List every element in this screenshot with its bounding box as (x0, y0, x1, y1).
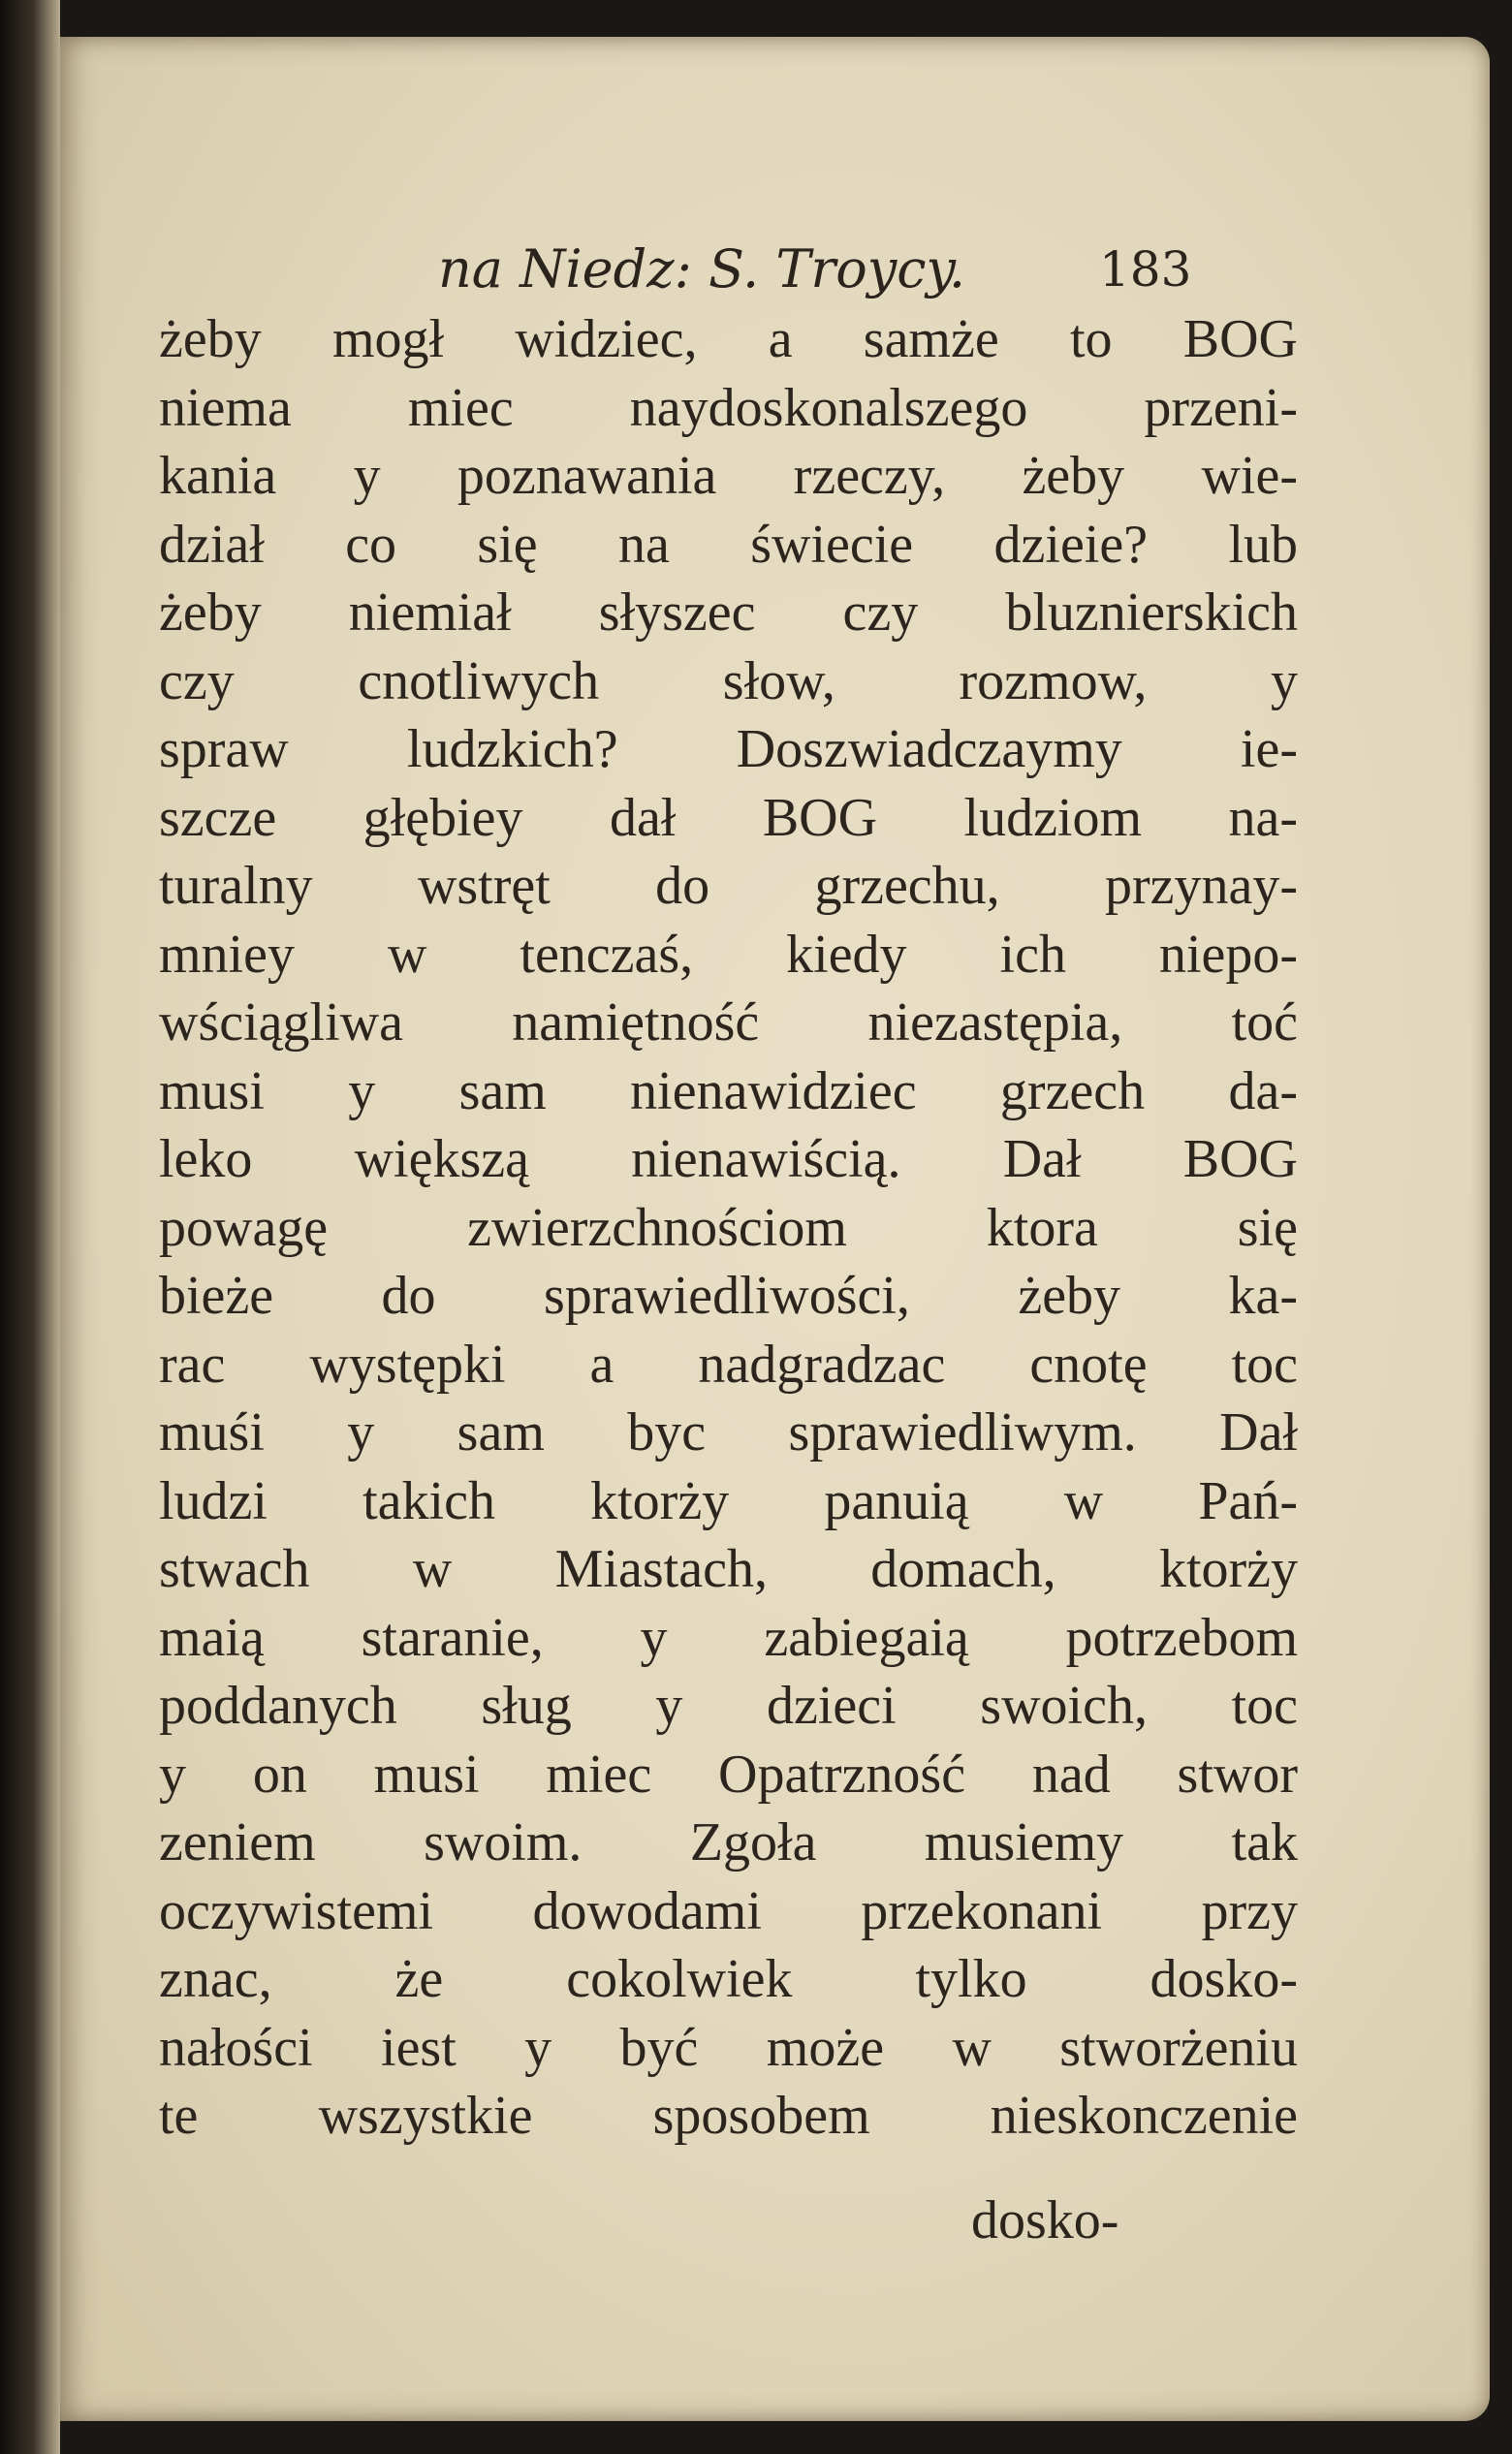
text-line: znac, że cokolwiek tylko dosko- (159, 1949, 1298, 2009)
text-line: maią staranie, y zabiegaią potrzebom (159, 1607, 1298, 1668)
text-line: mniey w tenczaś, kiedy ich niepo- (159, 924, 1298, 985)
text-line: musi y sam nienawidziec grzech da- (159, 1060, 1298, 1121)
text-line: bieże do sprawiedliwości, żeby ka- (159, 1266, 1298, 1326)
text-line: wściągliwa namiętność niezastępia, toć (159, 992, 1298, 1053)
text-line: poddanych sług y dzieci swoich, toc (159, 1676, 1298, 1736)
text-line: stwach w Miastach, domach, ktorży (159, 1539, 1298, 1599)
text-line: te wszystkie sposobem nieskonczenie (159, 2086, 1298, 2146)
text-line: żeby niemiał słyszec czy bluznierskich (159, 582, 1298, 643)
text-line: niema miec naydoskonalszego przeni- (159, 377, 1298, 438)
text-line: powagę zwierzchnościom ktora się (159, 1197, 1298, 1258)
text-line: ludzi takich ktorży panuią w Pań- (159, 1470, 1298, 1531)
text-line: turalny wstręt do grzechu, przynay- (159, 856, 1298, 916)
catchword: dosko- (971, 2190, 1119, 2250)
text-line: szcze głębiey dał BOG ludziom na- (159, 787, 1298, 848)
book-page (60, 37, 1490, 2421)
body-text (159, 305, 1298, 2151)
text-line: czy cnotliwych słow, rozmow, y (159, 650, 1298, 711)
text-line: leko większą nienawiścią. Dał BOG (159, 1129, 1298, 1189)
page-number: 183 (1099, 241, 1192, 298)
text-line: nałości iest y być może w stworżeniu (159, 2017, 1298, 2078)
text-line: spraw ludzkich? Doszwiadczaymy ie- (159, 719, 1298, 779)
text-line: muśi y sam byc sprawiedliwym. Dał (159, 1402, 1298, 1463)
text-line: żeby mogł widziec, a samże to BOG (159, 309, 1298, 369)
page-header (60, 236, 1490, 303)
book-binding-shadow (0, 0, 60, 2454)
text-line: kania y poznawania rzeczy, żeby wie- (159, 446, 1298, 506)
text-line: rac występki a nadgradzac cnotę toc (159, 1334, 1298, 1395)
text-line: zeniem swoim. Zgoła musiemy tak (159, 1812, 1298, 1872)
text-line: y on musi miec Opatrzność nad stwor (159, 1744, 1298, 1805)
running-head: na Niedz: S. Troycy. (438, 238, 965, 299)
text-line: oczywistemi dowodami przekonani przy (159, 1880, 1298, 1941)
text-line: dział co się na świecie dzieie? lub (159, 514, 1298, 575)
